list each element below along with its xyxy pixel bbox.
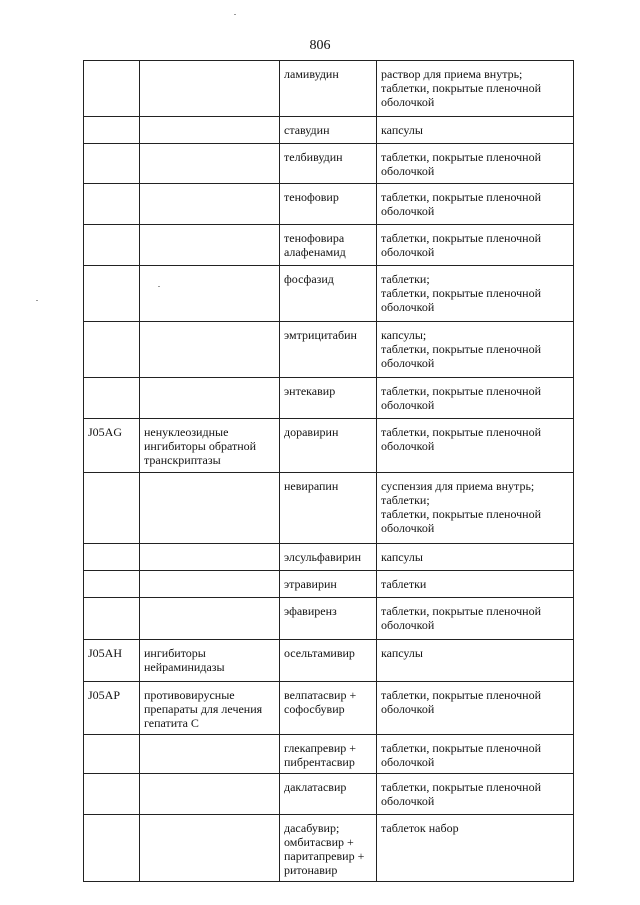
table-row	[84, 378, 574, 419]
code-cell	[84, 378, 140, 419]
code-cell: J05AP	[84, 682, 140, 735]
form-cell: суспензия для приема внутрь; таблетки; таблетки, покрытые пленочной оболочкой	[377, 473, 574, 544]
table-row	[84, 266, 574, 322]
group-cell	[140, 184, 280, 225]
drug-cell: энтекавир	[280, 378, 377, 419]
form-cell: капсулы; таблетки, покрытые пленочной оболочкой	[377, 322, 574, 378]
drug-cell: ставудин	[280, 117, 377, 144]
scan-speck	[158, 286, 160, 287]
scan-speck	[36, 300, 38, 301]
form-cell: капсулы	[377, 544, 574, 571]
table-row	[84, 322, 574, 378]
form-cell: раствор для приема внутрь; таблетки, покрытые пленочной оболочкой	[377, 61, 574, 117]
table-row	[84, 473, 574, 544]
drug-cell: этравирин	[280, 571, 377, 598]
code-cell: J05AG	[84, 419, 140, 473]
drug-cell: тенофовир	[280, 184, 377, 225]
drug-cell: фосфазид	[280, 266, 377, 322]
form-cell: таблетки, покрытые пленочной оболочкой	[377, 774, 574, 815]
form-cell: таблетки, покрытые пленочной оболочкой	[377, 225, 574, 266]
form-cell: таблетки, покрытые пленочной оболочкой	[377, 144, 574, 184]
table-row	[84, 598, 574, 640]
group-cell	[140, 225, 280, 266]
group-cell: ингибиторы нейраминидазы	[140, 640, 280, 682]
drug-cell: тенофовира алафенамид	[280, 225, 377, 266]
drug-cell: глекапревир + пибрентасвир	[280, 735, 377, 774]
drug-cell: эфавиренз	[280, 598, 377, 640]
form-cell: капсулы	[377, 117, 574, 144]
code-cell	[84, 266, 140, 322]
group-cell	[140, 598, 280, 640]
drug-cell: ламивудин	[280, 61, 377, 117]
group-cell: ненуклеозидные ингибиторы обратной транскриптазы	[140, 419, 280, 473]
code-cell	[84, 815, 140, 882]
group-cell	[140, 544, 280, 571]
table-row	[84, 61, 574, 117]
form-cell: таблетки, покрытые пленочной оболочкой	[377, 378, 574, 419]
code-cell: J05AH	[84, 640, 140, 682]
table-row	[84, 225, 574, 266]
code-cell	[84, 144, 140, 184]
drug-cell: осельтамивир	[280, 640, 377, 682]
table-row	[84, 774, 574, 815]
form-cell: таблетки; таблетки, покрытые пленочной оболочкой	[377, 266, 574, 322]
form-cell: таблетки, покрытые пленочной оболочкой	[377, 682, 574, 735]
group-cell	[140, 322, 280, 378]
table-row	[84, 184, 574, 225]
drug-cell: телбивудин	[280, 144, 377, 184]
drug-cell: элсульфавирин	[280, 544, 377, 571]
form-cell: таблетки, покрытые пленочной оболочкой	[377, 184, 574, 225]
group-cell	[140, 61, 280, 117]
group-cell: противовирусные препараты для лечения гепатита C	[140, 682, 280, 735]
code-cell	[84, 322, 140, 378]
table-row	[84, 682, 574, 735]
drug-cell: эмтрицитабин	[280, 322, 377, 378]
table-row	[84, 735, 574, 774]
code-cell	[84, 61, 140, 117]
form-cell: таблетки, покрытые пленочной оболочкой	[377, 598, 574, 640]
code-cell	[84, 184, 140, 225]
code-cell	[84, 544, 140, 571]
code-cell	[84, 571, 140, 598]
medication-table	[83, 60, 574, 882]
group-cell	[140, 735, 280, 774]
code-cell	[84, 735, 140, 774]
group-cell	[140, 378, 280, 419]
scan-speck	[234, 14, 236, 15]
form-cell: таблеток набор	[377, 815, 574, 882]
code-cell	[84, 774, 140, 815]
form-cell: таблетки, покрытые пленочной оболочкой	[377, 419, 574, 473]
drug-cell: доравирин	[280, 419, 377, 473]
code-cell	[84, 117, 140, 144]
drug-cell: велпатасвир + софосбувир	[280, 682, 377, 735]
table-row	[84, 144, 574, 184]
drug-cell: невирапин	[280, 473, 377, 544]
drug-cell: даклатасвир	[280, 774, 377, 815]
code-cell	[84, 473, 140, 544]
table-row	[84, 815, 574, 882]
group-cell	[140, 473, 280, 544]
drug-cell: дасабувир; омбитасвир + паритапревир + ритонавир	[280, 815, 377, 882]
table-body	[84, 61, 574, 882]
group-cell	[140, 117, 280, 144]
form-cell: таблетки, покрытые пленочной оболочкой	[377, 735, 574, 774]
code-cell	[84, 598, 140, 640]
page-number: 806	[309, 38, 331, 53]
group-cell	[140, 144, 280, 184]
table-row	[84, 419, 574, 473]
form-cell: таблетки	[377, 571, 574, 598]
table-row	[84, 571, 574, 598]
form-cell: капсулы	[377, 640, 574, 682]
group-cell	[140, 815, 280, 882]
table-row	[84, 640, 574, 682]
group-cell	[140, 266, 280, 322]
table-row	[84, 544, 574, 571]
code-cell	[84, 225, 140, 266]
group-cell	[140, 571, 280, 598]
group-cell	[140, 774, 280, 815]
table-row	[84, 117, 574, 144]
